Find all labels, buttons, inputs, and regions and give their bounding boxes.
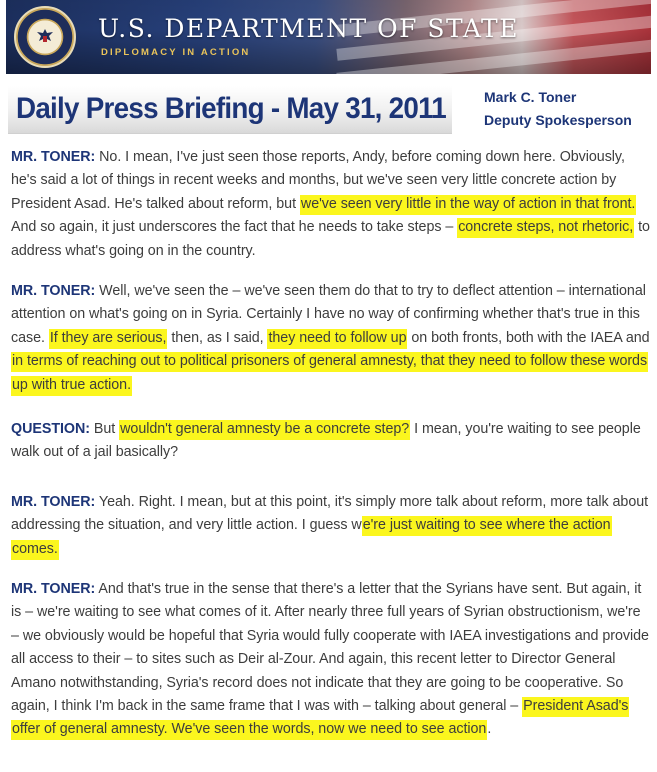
department-title[interactable]: U.S. DEPARTMENT OF STATE xyxy=(98,14,519,43)
state-department-seal-icon[interactable] xyxy=(14,6,76,68)
highlighted-text: we've seen very little in the way of action in that front. xyxy=(300,195,636,212)
transcript-paragraph xyxy=(11,418,651,465)
highlighted-text: If they are serious, xyxy=(49,329,167,346)
transcript-text: . xyxy=(487,721,492,738)
transcript-text: I mean, you're waiting to see people walk out of a jail basically? xyxy=(11,421,641,461)
highlighted-text: e're just waiting to see where the action comes. xyxy=(12,517,611,557)
speaker-label: MR. TONER: xyxy=(11,283,96,299)
department-banner xyxy=(6,0,651,74)
transcript-text: on both fronts, both with the IAEA and xyxy=(407,329,650,346)
speaker-label: QUESTION: xyxy=(11,421,90,437)
transcript-paragraph xyxy=(11,146,651,263)
eagle-icon xyxy=(34,26,56,48)
speaker-label: MR. TONER: xyxy=(11,581,96,597)
transcript-text: to address what's going on in the country. xyxy=(11,219,650,259)
highlighted-text: concrete steps, not rhetoric, xyxy=(458,219,634,236)
highlighted-text: wouldn't general amnesty be a concrete step? xyxy=(120,421,410,437)
speaker-role: Deputy Spokesperson xyxy=(484,112,632,128)
transcript-text: Yeah. Right. I mean, but at this point, it's simply more talk about reform, more talk about addressing the situation, and very little action. I guess w xyxy=(11,494,649,534)
department-tagline: DIPLOMACY IN ACTION xyxy=(101,47,251,58)
highlighted-text: they need to follow up xyxy=(268,329,407,346)
transcript-paragraph xyxy=(11,578,651,742)
speaker-info xyxy=(484,86,632,132)
transcript-text: But xyxy=(89,421,120,437)
briefing-title: Daily Press Briefing - May 31, 2011 xyxy=(8,86,452,134)
speaker-name: Mark C. Toner xyxy=(484,89,577,105)
highlighted-text: in terms of reaching out to political prisoners of general amnesty, that they need to follow these words up with true action. xyxy=(12,353,648,393)
transcript-paragraph xyxy=(11,491,651,561)
transcript-text: And that's true in the sense that there's a letter that the Syrians have sent. But again, it is – we're waiting to see what comes of it. After nearly three full years of Syrian obstructionism, we're – we obviously would be hopeful that Syria would fully cooperate with IAEA investigations and provide all access to their – to sites such as Deir al-Zour. And again, this recent letter to Director General Amano notwithstanding, Syria's record does not indicate that they are going to be cooperative. So again, I think I'm back in the same frame that I was with – talking about general – xyxy=(11,581,649,715)
speaker-label: MR. TONER: xyxy=(11,149,96,165)
speaker-label: MR. TONER: xyxy=(11,494,96,510)
transcript-text: then, as I said, xyxy=(167,329,268,346)
transcript-text: Well, we've seen the – we've seen them do that to try to deflect attention – international attention on what's going on in Syria. Certainly I have no way of confirming whether that's true in this case. xyxy=(11,283,646,346)
transcript-paragraph xyxy=(11,280,651,397)
highlighted-text: President Asad's offer of general amnesty. We've seen the words, now we need to see action xyxy=(12,698,629,738)
transcript-text: No. I mean, I've just seen those reports, Andy, before coming down here. Obviously, he's said a lot of things in recent weeks and months, but we've seen very little concrete action by President Asad. He's talked about reform, but xyxy=(11,149,625,212)
transcript-text: And so again, it just underscores the fact that he needs to take steps – xyxy=(11,219,458,236)
